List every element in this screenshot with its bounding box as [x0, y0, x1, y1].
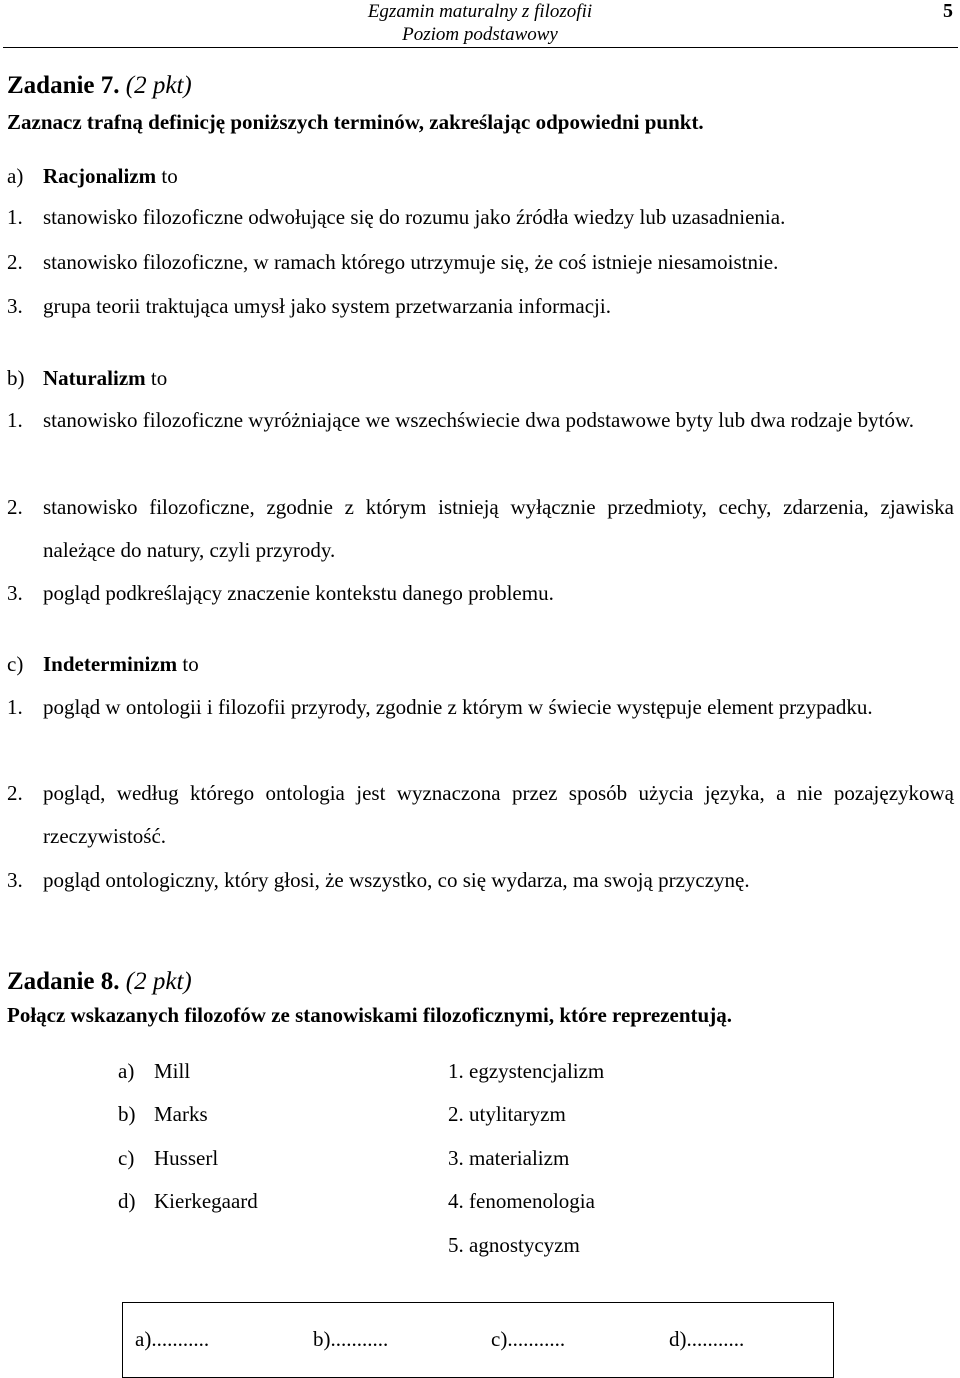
task7-instruction: Zaznacz trafną definicję poniższych terminów, zakreślając odpowiedni punkt.	[7, 110, 704, 134]
task8-instruction: Połącz wskazanych filozofów ze stanowiskami filozoficznymi, które reprezentują.	[7, 1003, 732, 1027]
philosopher-a	[118, 1059, 190, 1084]
page-header	[0, 0, 960, 48]
philosopher-label: a)	[118, 1059, 135, 1083]
answer-field-b[interactable]: b)...........	[313, 1327, 389, 1351]
philosopher-c	[118, 1146, 218, 1171]
question-a-option-2[interactable]	[7, 241, 954, 284]
philosopher-name: Mill	[154, 1059, 191, 1083]
option-text: grupa teorii traktująca umysł jako system przetwarzania informacji.	[43, 294, 611, 318]
option-text: stanowisko filozoficzne, w ramach którego utrzymuje się, że coś istnieje niesamoistnie.	[43, 250, 779, 274]
question-c-option-2[interactable]	[7, 772, 954, 858]
page-number: 5	[943, 0, 953, 22]
philosopher-name: Marks	[154, 1102, 208, 1126]
philosopher-label: d)	[118, 1189, 136, 1213]
header-rule	[3, 47, 958, 48]
answer-table	[122, 1302, 834, 1378]
question-suffix: to	[145, 366, 168, 390]
option-text: stanowisko filozoficzne odwołujące się do rozumu jako źródła wiedzy lub uzasadnienia.	[43, 205, 786, 229]
option-number: 3.	[7, 581, 23, 605]
question-label: c)	[7, 652, 24, 676]
option-number: 1.	[7, 205, 23, 229]
question-c	[7, 652, 199, 677]
task8-title	[7, 968, 192, 996]
option-number: 2.	[7, 781, 23, 805]
question-b-option-3[interactable]	[7, 572, 954, 615]
task8-points: (2 pkt)	[125, 968, 192, 995]
position-3: 3. materializm	[448, 1146, 570, 1170]
question-c-option-1[interactable]	[7, 686, 954, 729]
option-number: 3.	[7, 868, 23, 892]
question-a-option-1[interactable]	[7, 196, 954, 239]
question-a-option-3[interactable]	[7, 285, 954, 328]
question-a	[7, 164, 178, 189]
option-number: 2.	[7, 250, 23, 274]
philosopher-d	[118, 1189, 258, 1214]
question-suffix: to	[177, 652, 199, 676]
option-number: 1.	[7, 408, 23, 432]
option-text: stanowisko filozoficzne wyróżniające we wszechświecie dwa podstawowe byty lub dwa rodzaje bytów.	[43, 408, 915, 432]
task7-title	[7, 72, 192, 100]
question-b	[7, 366, 167, 391]
question-b-option-2[interactable]	[7, 486, 954, 572]
philosopher-label: b)	[118, 1102, 136, 1126]
question-term: Racjonalizm	[43, 164, 157, 188]
question-term: Indeterminizm	[43, 652, 178, 676]
option-number: 1.	[7, 695, 23, 719]
option-text: pogląd, według którego ontologia jest wyznaczona przez sposób użycia języka, a nie pozajęzykową rzeczywistość.	[43, 781, 954, 848]
option-number: 2.	[7, 495, 23, 519]
question-label: b)	[7, 366, 25, 390]
question-c-option-3[interactable]	[7, 859, 954, 902]
question-b-option-1[interactable]	[7, 399, 954, 442]
question-suffix: to	[156, 164, 178, 188]
task7-title-label: Zadanie 7.	[7, 72, 126, 99]
question-term: Naturalizm	[43, 366, 146, 390]
option-number: 3.	[7, 294, 23, 318]
position-1: 1. egzystencjalizm	[448, 1059, 605, 1083]
position-2: 2. utylitaryzm	[448, 1102, 566, 1126]
answer-field-c[interactable]: c)...........	[491, 1327, 566, 1351]
position-4: 4. fenomenologia	[448, 1189, 595, 1213]
question-label: a)	[7, 164, 24, 188]
option-text: stanowisko filozoficzne, zgodnie z którym istnieją wyłącznie przedmioty, cechy, zdarzenia, zjawiska należące do natury, czyli przyrody.	[43, 495, 954, 562]
answer-field-a[interactable]: a)...........	[135, 1327, 210, 1351]
answer-field-d[interactable]: d)...........	[669, 1327, 745, 1351]
philosopher-name: Husserl	[154, 1146, 219, 1170]
option-text: pogląd w ontologii i filozofii przyrody, zgodnie z którym w świecie występuje element przypadku.	[43, 695, 873, 719]
position-5: 5. agnostycyzm	[448, 1233, 580, 1257]
exam-level: Poziom podstawowy	[402, 24, 558, 45]
option-text: pogląd podkreślający znaczenie kontekstu danego problemu.	[43, 581, 554, 605]
philosopher-label: c)	[118, 1146, 135, 1170]
task8-title-label: Zadanie 8.	[7, 968, 126, 995]
philosopher-b	[118, 1102, 208, 1127]
task7-points: (2 pkt)	[125, 72, 192, 99]
option-text: pogląd ontologiczny, który głosi, że wszystko, co się wydarza, ma swoją przyczynę.	[43, 868, 750, 892]
philosopher-name: Kierkegaard	[154, 1189, 258, 1213]
exam-title: Egzamin maturalny z filozofii	[367, 1, 593, 22]
